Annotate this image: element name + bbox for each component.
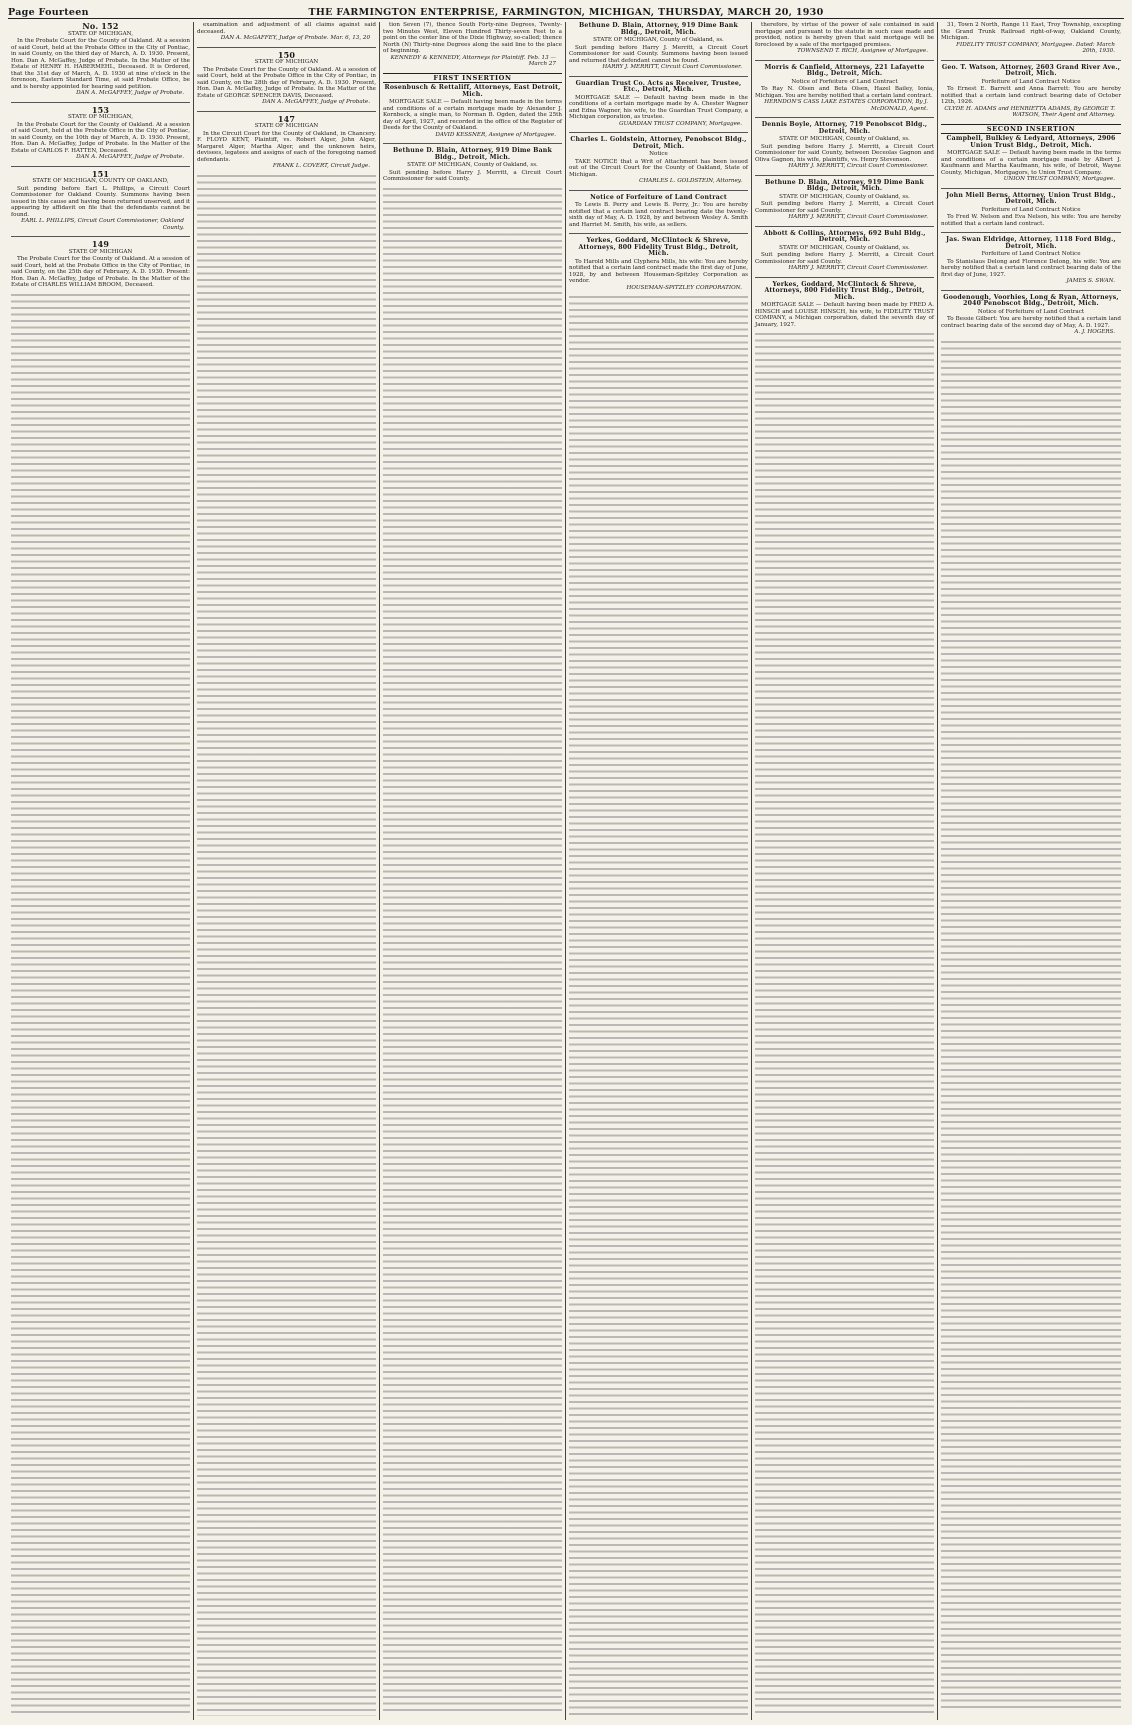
notice-body: MORTGAGE SALE — Default having been made in the terms and conditions of a certain mortgage made by Alexander J. Kornbeck, a single man, to Norman B. Ogden, dated the 25th day of April, 1927, and recorded in the office of the Register of Deeds for the County of Oakland.	[383, 99, 562, 131]
filler-text-block	[569, 296, 748, 1715]
column-container	[8, 22, 1124, 1720]
notice-heading: Bethune D. Blain, Attorney, 919 Dime Bank Bldg., Detroit, Mich.	[578, 22, 738, 36]
legal-notice	[197, 22, 376, 42]
notice-body: TAKE NOTICE that a Writ of Attachment has been issued out of the Circuit Court for the County of Oakland, State of Michigan.	[569, 158, 748, 178]
notice-body: Suit pending before Harry J. Merritt, a Circuit Court Commissioner for said County, between Deceolas Gagnon and Oliva Gagnon, his wife, plaintiffs, vs. Henry Stevenson.	[755, 143, 934, 163]
legal-notice	[383, 22, 562, 68]
legal-notice	[383, 143, 562, 183]
masthead-title: THE FARMINGTON ENTERPRISE, FARMINGTON, MICHIGAN, THURSDAY, MARCH 20, 1930	[308, 7, 824, 18]
notice-signature: HARRY J. MERRITT, Circuit Court Commissioner.	[788, 163, 928, 169]
notice-signature: DAN A. McGAFFEY, Judge of Probate.	[76, 90, 184, 96]
section-heading: SECOND INSERTION	[941, 124, 1121, 135]
notice-subheading: Forfeiture of Land Contract Notice	[981, 206, 1081, 213]
notice-subheading: STATE OF MICHIGAN, COUNTY OF OAKLAND,	[32, 178, 169, 184]
legal-notice	[755, 22, 934, 55]
legal-notice	[197, 47, 376, 106]
notice-subheading: STATE OF MICHIGAN, County of Oakland, ss.	[779, 244, 910, 251]
column-6	[938, 22, 1124, 1720]
notice-signature: KENNEDY & KENNEDY, Attorneys for Plaintiff. Feb. 13 — March 27	[390, 54, 556, 67]
notice-signature: HOUSEMAN-SPITZLEY CORPORATION.	[626, 284, 742, 291]
legal-notice	[755, 60, 934, 113]
legal-notice	[11, 102, 190, 161]
notice-body: Suit pending before Earl L. Phillips, a Circuit Court Commissioner for Oakland County. Summons having been issued in this cause and having been returned unserved, and it appearing by affidavit on file that the defendants cannot be found.	[11, 185, 190, 218]
notice-heading: No. 152	[82, 22, 119, 31]
notice-heading: Guardian Trust Co. Acts as Receiver, Trustee, Etc., Detroit, Mich.	[575, 79, 742, 93]
column-5	[752, 22, 938, 1720]
legal-notice	[11, 236, 190, 289]
legal-notice	[941, 232, 1121, 285]
column-4	[566, 22, 752, 1720]
notice-heading: 147	[277, 113, 296, 124]
notice-subheading: STATE OF MICHIGAN	[254, 123, 319, 129]
legal-notice	[569, 190, 748, 229]
filler-text-block	[11, 294, 190, 1716]
notice-subheading: Notice of Forfeiture of Land Contract	[977, 308, 1085, 315]
notice-signature: DAN A. McGAFFEY, Judge of Probate.	[262, 99, 370, 105]
notice-heading: John Miell Berns, Attorney, Union Trust Bldg., Detroit, Mich.	[946, 191, 1116, 205]
notice-body: Suit pending before Harry J. Merritt, a Circuit Court Commissioner for said County.	[755, 252, 934, 265]
notice-heading: 149	[91, 239, 110, 249]
notice-subheading: STATE OF MICHIGAN, County of Oakland, ss.	[593, 37, 724, 43]
notice-signature: CLYDE H. ADAMS and HENRIETTA ADAMS, By GEORGE T. WATSON, Their Agent and Attorney.	[944, 105, 1115, 118]
notice-subheading: Notice	[649, 151, 668, 157]
notice-body: MORTGAGE SALE — Default having been made in the conditions of a certain mortgage made by A. Chester Wagner and Edna Wagner, his wife, to the Guardian Trust Company, a Michigan corporation, as trustee.	[569, 94, 748, 120]
notice-subheading: STATE OF MICHIGAN, County of Oakland, ss.	[779, 136, 910, 142]
notice-body: Suit pending before Harry J. Merritt, a Circuit Court Commissioner for said County.	[383, 169, 562, 182]
legal-notice	[941, 136, 1121, 183]
notice-heading: Goodenough, Voorhies, Long & Ryan, Attorneys, 2040 Penobscot Bldg., Detroit, Mich.	[943, 293, 1119, 307]
notice-signature: TOWNSEND T. RICH, Assignee of Mortgagee.	[797, 48, 928, 54]
notice-heading: Yerkes, Goddard, McClintock & Shreve, Attorneys, 800 Fidelity Trust Bldg., Detroit, Mich.	[578, 237, 739, 257]
legal-notice	[11, 166, 190, 232]
notice-signature: HERNDON'S CASS LAKE ESTATES CORPORATION, By J. McDONALD, Agent.	[764, 99, 928, 112]
notice-heading: Yerkes, Goddard, McClintock & Shreve, Attorneys, 800 Fidelity Trust Bldg., Detroit, Mich.	[764, 280, 925, 301]
notice-body: MORTGAGE SALE — Default having been made by FRED A. HINSCH and LOUISE HINSCH, his wife, to FIDELITY TRUST COMPANY, a Michigan corporation, dated the seventh day of January, 1927.	[755, 302, 934, 328]
notice-body: The Probate Court for the County of Oakland. At a session of said Court, held at the Probate Office in the City of Pontiac, in said County, on the 28th day of February, A. D. 1930. Present, Hon. Dan A. McGaffey, Judge of Probate. In the Matter of the Estate of GEORGE SPENCER DAVIS, Deceased.	[197, 66, 376, 99]
notice-heading: 151	[91, 168, 110, 179]
notice-subheading: STATE OF MICHIGAN, County of Oakland, ss.	[779, 193, 910, 200]
notice-body: To Bessie Gilbert: You are hereby notified that a certain land contract bearing date of the second day of May, A. D. 1927.	[941, 316, 1121, 329]
notice-subheading: STATE OF MICHIGAN	[68, 248, 133, 255]
legal-notice	[941, 22, 1121, 55]
legal-notice	[941, 290, 1121, 336]
notice-signature: JAMES S. SWAN.	[1066, 278, 1115, 284]
notice-signature: A. J. HOGERS.	[1074, 329, 1115, 335]
legal-notice	[569, 233, 748, 291]
filler-text-block	[755, 333, 934, 1714]
notice-body: The Probate Court for the County of Oakland. At a session of said Court, held at the Probate Office in the City of Pontiac, in said County, on the 25th day of February, A. D. 1930. Present: Hon. Dan A. McGaffey, Judge of Probate. In the Matter of the Estate of CHARLES WILLIAM BROOM, Deceased.	[11, 256, 190, 288]
legal-notice	[569, 132, 748, 185]
notice-signature: GUARDIAN TRUST COMPANY, Mortgagee.	[619, 120, 742, 127]
notice-body: To Stanislaus Delong and Florence Delong, his wife: You are hereby notified that a certain land contract bearing date of the first day of June, 1927.	[941, 258, 1121, 278]
column-1	[8, 22, 194, 1720]
notice-subheading: Forfeiture of Land Contract Notice	[981, 251, 1081, 257]
notice-subheading: STATE OF MICHIGAN, County of Oakland, ss.	[407, 162, 538, 168]
notice-heading: Notice of Forfeiture of Land Contract	[590, 193, 727, 201]
notice-body: examination and adjustment of all claims against said deceased.	[197, 22, 376, 35]
notice-heading: Bethune D. Blain, Attorney, 919 Dime Bank Bldg., Detroit, Mich.	[764, 178, 924, 192]
notice-heading: 153	[91, 104, 110, 115]
legal-notice	[383, 85, 562, 138]
notice-heading: Morris & Canfield, Attorneys, 221 Lafayette Bldg., Detroit, Mich.	[764, 63, 925, 77]
notice-body: In the Probate Court for the County of Oakland. At a session of said Court, held at the Probate Office in the City of Pontiac, in said County, on the 10th day of March, A. D. 1930. Present, Hon. Dan A. McGaffey, Judge of Probate. In the Matter of the Estate of CARLOS F. HATTEN, Deceased.	[11, 121, 190, 154]
legal-notice	[755, 226, 934, 272]
notice-body: tion Seven (7), thence South Forty-nine Degrees, Twenty-two Minutes West, Eleven Hundred Thirty-seven Feet to a point on the center line of the Dixie Highway, so-called; thence North (N) Thirty-nine Degrees along the said line to the place of beginning.	[383, 22, 562, 54]
notice-heading: Abbott & Collins, Attorneys, 692 Buhl Bldg., Detroit, Mich.	[763, 229, 926, 243]
notice-heading: Jas. Swan Eldridge, Attorney, 1118 Ford Bldg., Detroit, Mich.	[946, 236, 1116, 250]
legal-notice	[569, 76, 748, 128]
notice-body: MORTGAGE SALE — Default having been made in the terms and conditions of a certain mortgage made by Albert J. Kaufmann and Martha Kaufmann, his wife, of Detroit, Wayne County, Michigan, Mortgagors, to Union Trust Company.	[941, 150, 1121, 176]
filler-text-block	[941, 341, 1121, 1711]
filler-text-block	[197, 175, 376, 1716]
legal-notice	[755, 175, 934, 221]
legal-notice	[755, 117, 934, 170]
notice-signature: EARL L. PHILLIPS, Circuit Court Commissioner, Oakland County.	[21, 218, 184, 231]
notice-signature: FRANK L. COVERT, Circuit Judge.	[272, 163, 370, 169]
notice-signature: UNION TRUST COMPANY, Mortgagee.	[1003, 176, 1115, 182]
notice-subheading: Forfeiture of Land Contract Notice	[981, 78, 1081, 85]
notice-body: therefore, by virtue of the power of sale contained in said mortgage and pursuant to the statute in such case made and provided, notice is hereby given that said mortgage will be foreclosed by a sale of the mortgaged premises.	[755, 22, 934, 48]
notice-heading: Rosenbusch & Rettaliff, Attorneys, East Detroit, Mich.	[384, 84, 561, 98]
section-heading: FIRST INSERTION	[383, 73, 562, 84]
notice-body: Suit pending before Harry J. Merritt, a Circuit Court Commissioner for said County.	[755, 201, 934, 214]
notice-heading: Geo. T. Watson, Attorney, 2603 Grand River Ave., Detroit, Mich.	[941, 63, 1121, 77]
notice-signature: HARRY J. MERRITT, Circuit Court Commissioner.	[788, 214, 928, 220]
notice-signature: HARRY J. MERRITT, Circuit Court Commissioner.	[602, 64, 742, 70]
notice-body: To Fred W. Nelson and Eva Nelson, his wife: You are hereby notified that a certain land contract.	[941, 214, 1121, 227]
notice-body: In the Probate Court for the County of Oakland. At a session of said Court, held at the Probate Office in the City of Pontiac, in said County, on the third day of March, A. D. 1930. Present, Hon. Dan A. McGaffey, Judge of Probate. In the Matter of the Estate of HENRY H. HABERMEHL, Deceased. It is Ordered, that the 31st day of March, A. D. 1930 at nine o'clock in the forenoon, Eastern Standard Time, at said Probate Office, be and is hereby appointed for hearing said petition.	[11, 38, 190, 90]
notice-body: To Ernest E. Barrett and Anna Barrett: You are hereby notified that a certain land contract bearing date of October 12th, 1926.	[941, 86, 1121, 105]
notice-heading: Charles L. Goldstein, Attorney, Penobscot Bldg., Detroit, Mich.	[570, 136, 747, 150]
notice-heading: Campbell, Bulkley & Ledyard, Attorneys, 2906 Union Trust Bldg., Detroit, Mich.	[946, 135, 1116, 149]
page-number: Page Fourteen	[8, 7, 89, 18]
filler-text-block	[383, 188, 562, 1712]
legal-notice	[11, 23, 190, 97]
notice-body: To Ray N. Olsen and Beta Olsen, Hazel Bailey, Ionia, Michigan. You are hereby notified that a certain land contract.	[755, 86, 934, 99]
column-2	[194, 22, 380, 1720]
notice-heading: Bethune D. Blain, Attorney, 919 Dime Bank Bldg., Detroit, Mich.	[392, 147, 552, 161]
notice-signature: DAVID KESSNER, Assignee of Mortgagee.	[435, 131, 556, 138]
notice-body: To Harold Mills and Clyphera Mills, his wife: You are hereby notified that a certain land contract made the first day of June, 1928, by and between Houseman-Spitzley Corporation as vendor.	[569, 258, 748, 284]
legal-notice	[755, 277, 934, 329]
masthead	[8, 4, 1124, 19]
notice-signature: HARRY J. MERRITT, Circuit Court Commissioner.	[788, 265, 928, 271]
column-3	[380, 22, 566, 1720]
notice-signature: CHARLES L. GOLDSTEIN, Attorney.	[639, 178, 742, 184]
legal-notice	[941, 60, 1121, 119]
notice-body: To Lewis B. Perry and Lewis B. Perry, Jr.: You are hereby notified that a certain land contract bearing date the twenty-sixth day of May, A. D. 1928, by and between Wesley A. Smith and Harriet M. Smith, his wife, as sellers.	[569, 202, 748, 228]
notice-signature: FIDELITY TRUST COMPANY, Mortgagee. Dated: March 20th, 1930.	[956, 41, 1115, 54]
legal-notice	[941, 188, 1121, 228]
notice-body: Suit pending before Harry J. Merritt, a Circuit Court Commissioner for said County. Summons having been issued and returned that defendant cannot be found.	[569, 44, 748, 64]
notice-signature: DAN A. McGAFFEY, Judge of Probate.	[76, 154, 184, 160]
notice-heading: Dennis Boyle, Attorney, 719 Penobscot Bldg., Detroit, Mich.	[761, 121, 928, 135]
legal-notice	[569, 23, 748, 71]
notice-subheading: STATE OF MICHIGAN,	[68, 30, 133, 37]
notice-body: In the Circuit Court for the County of Oakland, in Chancery. F. FLOYD KENT, Plaintiff, vs. Robert Alger, John Alger, Margaret Alger, Martha Alger, and the unknown heirs, devisees, legatees and assigns of each of the foregoing named defendants.	[197, 130, 376, 163]
legal-notice	[197, 111, 376, 170]
notice-body: 31, Town 2 North, Range 11 East, Troy Township, excepting the Grand Trunk Railroad right-of-way, Oakland County, Michigan.	[941, 22, 1121, 41]
notice-signature: DAN A. McGAFFEY, Judge of Probate. Mar. 6, 13, 20	[220, 35, 370, 41]
notice-subheading: STATE OF MICHIGAN	[254, 59, 319, 65]
notice-subheading: Notice of Forfeiture of Land Contract	[791, 78, 898, 85]
notice-subheading: STATE OF MICHIGAN,	[68, 114, 133, 120]
notice-heading: 150	[277, 49, 296, 60]
